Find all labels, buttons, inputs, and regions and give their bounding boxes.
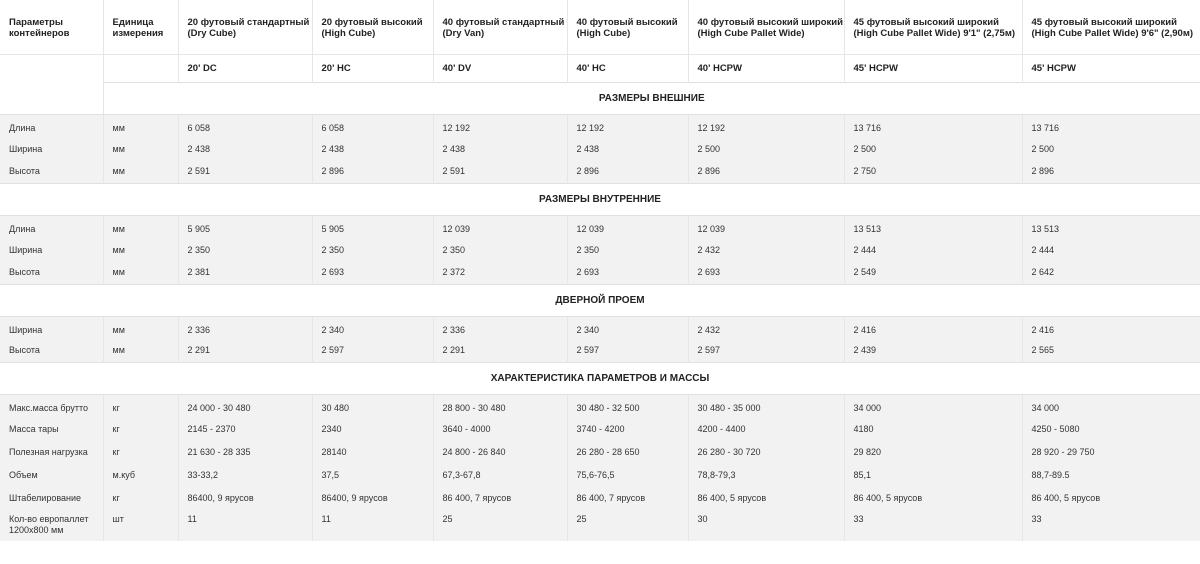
value-cell: 86400, 9 ярусов — [312, 486, 433, 509]
value-cell: 13 716 — [844, 114, 1022, 137]
row-label: Штабелирование — [0, 486, 103, 509]
value-cell: 67,3-67,8 — [433, 463, 567, 486]
table-row — [0, 316, 1200, 339]
container-code: 20' HC — [312, 54, 433, 82]
value-cell: 2 750 — [844, 160, 1022, 183]
value-cell: 5 905 — [312, 215, 433, 238]
value-cell: 2 291 — [178, 339, 312, 362]
value-cell: 2 693 — [567, 261, 688, 284]
table-row — [0, 417, 1200, 440]
row-label: Масса тары — [0, 417, 103, 440]
value-cell: 2 340 — [312, 316, 433, 339]
value-cell: 2 597 — [567, 339, 688, 362]
row-unit: мм — [103, 215, 178, 238]
value-cell: 24 000 - 30 480 — [178, 394, 312, 417]
value-cell: 30 — [688, 509, 844, 541]
value-cell: 6 058 — [178, 114, 312, 137]
value-cell: 2 439 — [844, 339, 1022, 362]
value-cell: 33 — [844, 509, 1022, 541]
row-unit: м.куб — [103, 463, 178, 486]
value-cell: 30 480 — [312, 394, 433, 417]
value-cell: 2 291 — [433, 339, 567, 362]
value-cell: 2 896 — [567, 160, 688, 183]
section-title: РАЗМЕРЫ ВНЕШНИЕ — [103, 82, 1200, 114]
value-cell: 13 513 — [844, 215, 1022, 238]
value-cell: 2 597 — [688, 339, 844, 362]
value-cell: 30 480 - 32 500 — [567, 394, 688, 417]
table-row — [0, 261, 1200, 284]
section-header-row — [0, 362, 1200, 394]
row-unit: шт — [103, 509, 178, 541]
row-label: Длина — [0, 215, 103, 238]
column-header: 20 футовый высокий (High Cube) — [312, 0, 433, 54]
table-row — [0, 509, 1200, 541]
section-title: ХАРАКТЕРИСТИКА ПАРАМЕТРОВ И МАССЫ — [0, 362, 1200, 394]
table-row — [0, 394, 1200, 417]
value-cell: 2 565 — [1022, 339, 1200, 362]
value-cell: 85,1 — [844, 463, 1022, 486]
row-label: Объем — [0, 463, 103, 486]
value-cell: 2 438 — [312, 137, 433, 160]
container-code: 40' HC — [567, 54, 688, 82]
row-unit: кг — [103, 417, 178, 440]
column-header: 40 футовый стандартный (Dry Van) — [433, 0, 567, 54]
value-cell: 2 381 — [178, 261, 312, 284]
value-cell: 2 896 — [1022, 160, 1200, 183]
value-cell: 4250 - 5080 — [1022, 417, 1200, 440]
value-cell: 29 820 — [844, 440, 1022, 463]
value-cell: 2145 - 2370 — [178, 417, 312, 440]
value-cell: 2 500 — [688, 137, 844, 160]
value-cell: 86400, 9 ярусов — [178, 486, 312, 509]
value-cell: 2 438 — [433, 137, 567, 160]
value-cell: 2 444 — [1022, 238, 1200, 261]
value-cell: 2 597 — [312, 339, 433, 362]
row-unit: мм — [103, 316, 178, 339]
row-label: Высота — [0, 261, 103, 284]
value-cell: 12 192 — [433, 114, 567, 137]
section-header-row — [0, 82, 1200, 114]
column-header: Параметры контейнеров — [0, 0, 103, 54]
row-label: Ширина — [0, 316, 103, 339]
value-cell: 13 513 — [1022, 215, 1200, 238]
column-header: 45 футовый высокий широкий (High Cube Pallet Wide) 9'1" (2,75м) — [844, 0, 1022, 54]
column-header: 20 футовый стандартный (Dry Cube) — [178, 0, 312, 54]
row-label: Полезная нагрузка — [0, 440, 103, 463]
value-cell: 28 800 - 30 480 — [433, 394, 567, 417]
value-cell: 78,8-79,3 — [688, 463, 844, 486]
value-cell: 13 716 — [1022, 114, 1200, 137]
column-header: 40 футовый высокий (High Cube) — [567, 0, 688, 54]
value-cell: 2 591 — [178, 160, 312, 183]
value-cell: 21 630 - 28 335 — [178, 440, 312, 463]
value-cell: 34 000 — [844, 394, 1022, 417]
row-unit: кг — [103, 440, 178, 463]
row-unit: мм — [103, 238, 178, 261]
value-cell: 75,6-76,5 — [567, 463, 688, 486]
value-cell: 2 350 — [312, 238, 433, 261]
row-label: Высота — [0, 339, 103, 362]
row-unit: мм — [103, 114, 178, 137]
section-header-row — [0, 183, 1200, 215]
value-cell: 4180 — [844, 417, 1022, 440]
value-cell: 26 280 - 28 650 — [567, 440, 688, 463]
value-cell: 25 — [567, 509, 688, 541]
row-unit: кг — [103, 394, 178, 417]
section-title: РАЗМЕРЫ ВНУТРЕННИЕ — [0, 183, 1200, 215]
row-label: Кол-во европаллет 1200х800 мм — [0, 509, 103, 541]
value-cell: 12 039 — [567, 215, 688, 238]
code-row — [0, 54, 1200, 82]
section-header-row — [0, 284, 1200, 316]
value-cell: 33 — [1022, 509, 1200, 541]
value-cell: 2 693 — [312, 261, 433, 284]
value-cell: 28 920 - 29 750 — [1022, 440, 1200, 463]
container-code: 20' DC — [178, 54, 312, 82]
table-row — [0, 238, 1200, 261]
value-cell: 2 336 — [178, 316, 312, 339]
value-cell: 5 905 — [178, 215, 312, 238]
value-cell: 2 500 — [1022, 137, 1200, 160]
value-cell: 88,7-89.5 — [1022, 463, 1200, 486]
value-cell: 2 350 — [433, 238, 567, 261]
value-cell: 2 896 — [688, 160, 844, 183]
row-unit: мм — [103, 339, 178, 362]
value-cell: 11 — [312, 509, 433, 541]
table-row — [0, 160, 1200, 183]
code-cell-empty — [103, 54, 178, 82]
container-code: 45' HCPW — [1022, 54, 1200, 82]
row-label: Высота — [0, 160, 103, 183]
value-cell: 86 400, 7 ярусов — [567, 486, 688, 509]
section-title: ДВЕРНОЙ ПРОЕМ — [0, 284, 1200, 316]
table-row — [0, 463, 1200, 486]
row-unit: мм — [103, 137, 178, 160]
value-cell: 86 400, 5 ярусов — [688, 486, 844, 509]
value-cell: 4200 - 4400 — [688, 417, 844, 440]
value-cell: 3740 - 4200 — [567, 417, 688, 440]
value-cell: 86 400, 7 ярусов — [433, 486, 567, 509]
value-cell: 86 400, 5 ярусов — [844, 486, 1022, 509]
table-row — [0, 137, 1200, 160]
value-cell: 2 350 — [567, 238, 688, 261]
value-cell: 86 400, 5 ярусов — [1022, 486, 1200, 509]
row-label: Ширина — [0, 137, 103, 160]
container-code: 40' HCPW — [688, 54, 844, 82]
value-cell: 6 058 — [312, 114, 433, 137]
value-cell: 2 500 — [844, 137, 1022, 160]
value-cell: 2 340 — [567, 316, 688, 339]
table-row — [0, 114, 1200, 137]
row-label: Ширина — [0, 238, 103, 261]
section-spacer — [0, 82, 103, 114]
value-cell: 2 693 — [688, 261, 844, 284]
value-cell: 2 642 — [1022, 261, 1200, 284]
value-cell: 12 039 — [688, 215, 844, 238]
value-cell: 34 000 — [1022, 394, 1200, 417]
value-cell: 12 039 — [433, 215, 567, 238]
value-cell: 2 336 — [433, 316, 567, 339]
value-cell: 11 — [178, 509, 312, 541]
row-unit: мм — [103, 160, 178, 183]
value-cell: 2 350 — [178, 238, 312, 261]
container-code: 45' HCPW — [844, 54, 1022, 82]
value-cell: 37,5 — [312, 463, 433, 486]
value-cell: 2 432 — [688, 316, 844, 339]
row-unit: мм — [103, 261, 178, 284]
row-label: Макс.масса брутто — [0, 394, 103, 417]
value-cell: 2 549 — [844, 261, 1022, 284]
value-cell: 2 591 — [433, 160, 567, 183]
table-row — [0, 339, 1200, 362]
value-cell: 2 896 — [312, 160, 433, 183]
table-row — [0, 440, 1200, 463]
row-unit: кг — [103, 486, 178, 509]
code-cell-empty — [0, 54, 103, 82]
value-cell: 26 280 - 30 720 — [688, 440, 844, 463]
value-cell: 2 438 — [567, 137, 688, 160]
value-cell: 12 192 — [688, 114, 844, 137]
column-header: 45 футовый высокий широкий (High Cube Pallet Wide) 9'6" (2,90м) — [1022, 0, 1200, 54]
value-cell: 24 800 - 26 840 — [433, 440, 567, 463]
value-cell: 2 438 — [178, 137, 312, 160]
value-cell: 12 192 — [567, 114, 688, 137]
header-row — [0, 0, 1200, 54]
table-row — [0, 486, 1200, 509]
value-cell: 2 416 — [844, 316, 1022, 339]
value-cell: 25 — [433, 509, 567, 541]
value-cell: 2 444 — [844, 238, 1022, 261]
column-header: 40 футовый высокий широкий (High Cube Pallet Wide) — [688, 0, 844, 54]
table-row — [0, 215, 1200, 238]
value-cell: 30 480 - 35 000 — [688, 394, 844, 417]
value-cell: 2340 — [312, 417, 433, 440]
value-cell: 2 432 — [688, 238, 844, 261]
column-header: Единица измерения — [103, 0, 178, 54]
value-cell: 28140 — [312, 440, 433, 463]
value-cell: 3640 - 4000 — [433, 417, 567, 440]
value-cell: 2 372 — [433, 261, 567, 284]
value-cell: 33-33,2 — [178, 463, 312, 486]
value-cell: 2 416 — [1022, 316, 1200, 339]
row-label: Длина — [0, 114, 103, 137]
container-code: 40' DV — [433, 54, 567, 82]
